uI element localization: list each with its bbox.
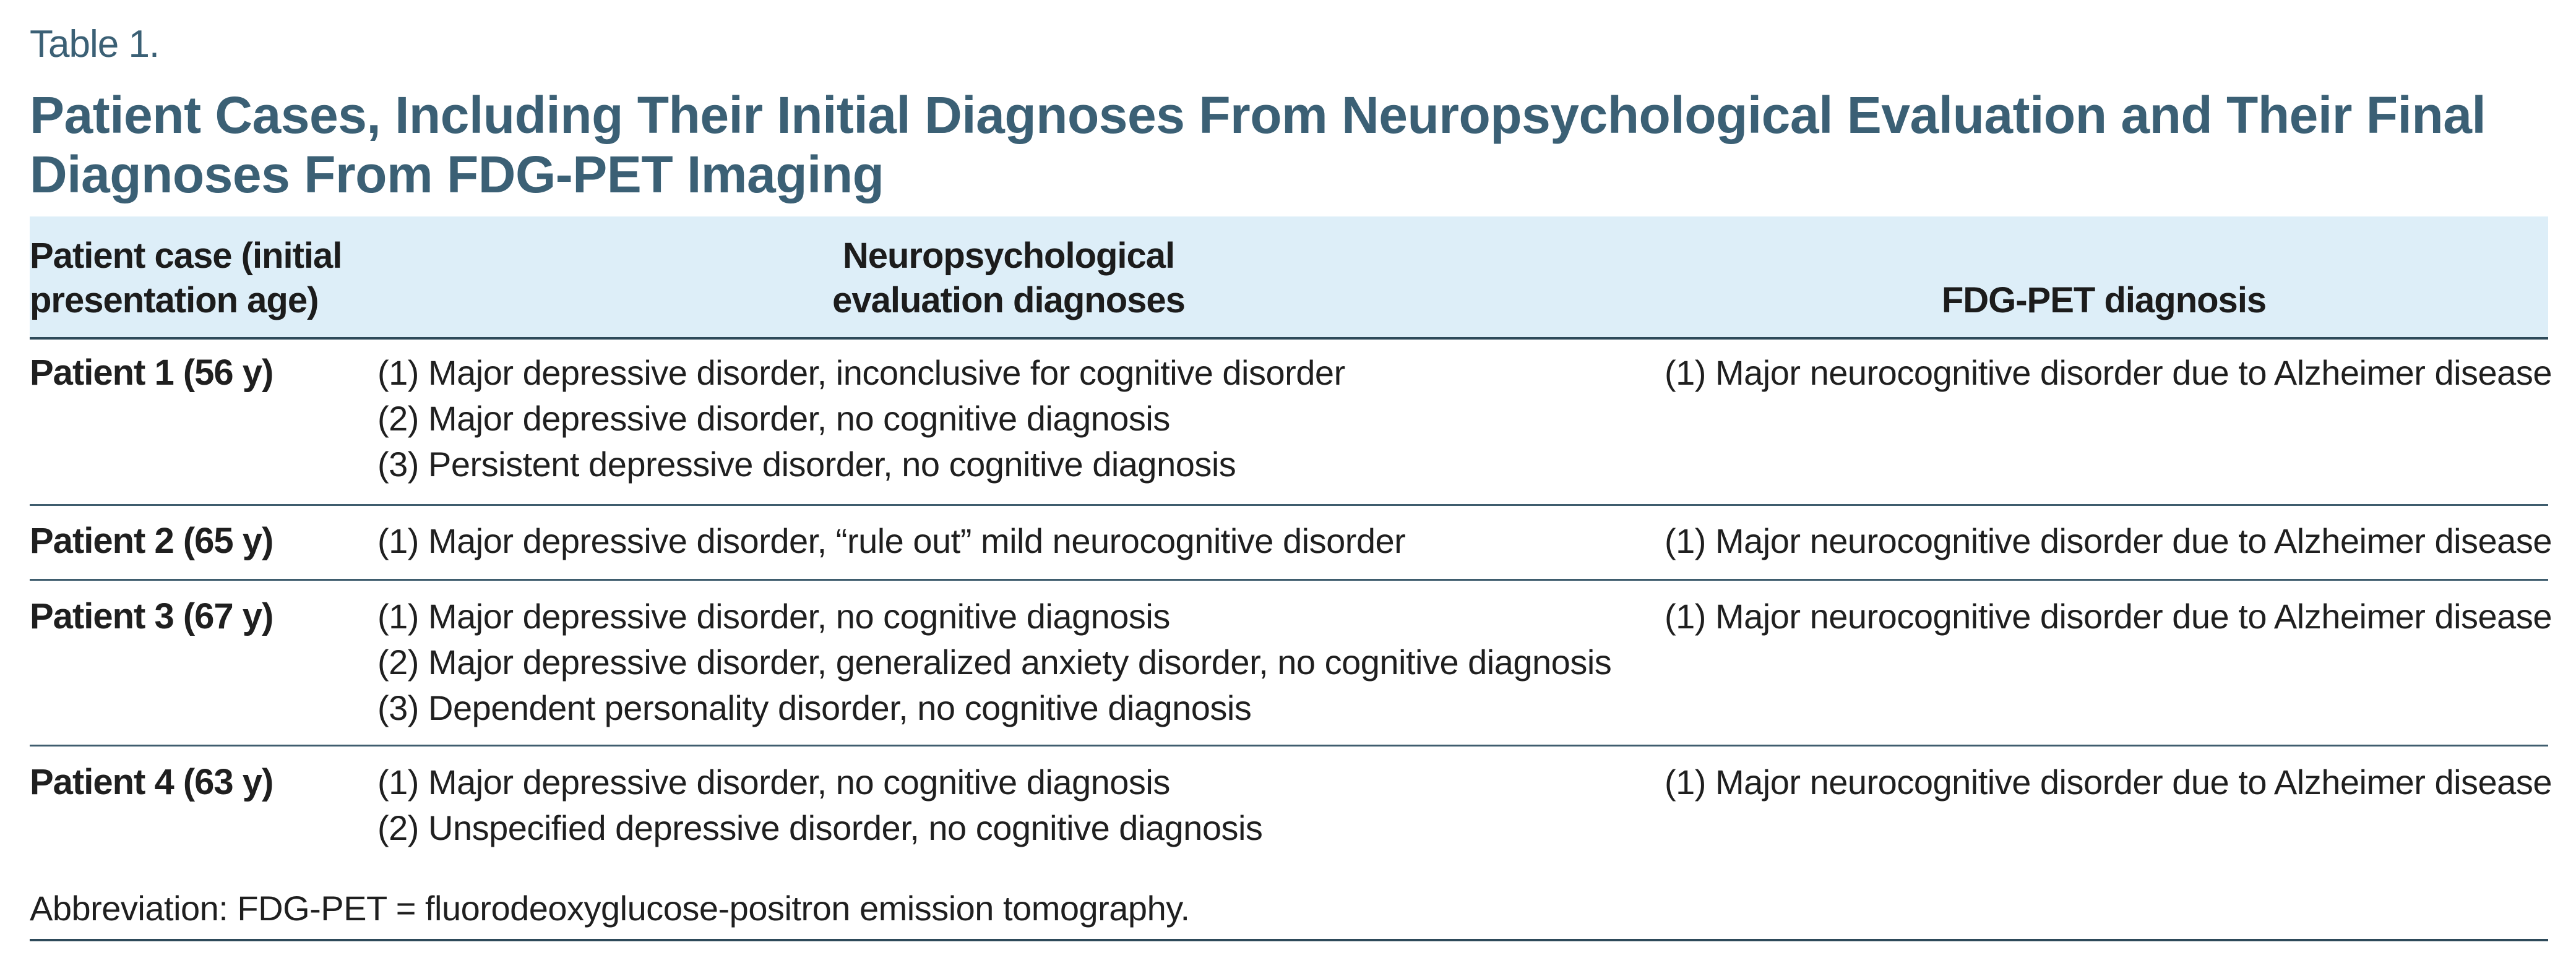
row-1-neuro-diagnoses <box>377 350 1345 487</box>
row-4-neuro-line-2: (2) Unspecified depressive disorder, no cognitive diagnosis <box>377 808 1263 847</box>
row-2-pet-diagnosis: (1) Major neurocognitive disorder due to Alzheimer disease <box>1665 521 2552 560</box>
header-neuro-line-2: evaluation diagnoses <box>832 280 1185 320</box>
row-4-neuro-line-1: (1) Major depressive disorder, no cognitive diagnosis <box>377 763 1170 802</box>
row-4-pet-diagnosis: (1) Major neurocognitive disorder due to Alzheimer disease <box>1665 763 2552 802</box>
header-patient-case-line-2: presentation age) <box>30 280 319 320</box>
row-3-neuro-diagnoses <box>377 594 1611 731</box>
row-1-pet-diagnosis: (1) Major neurocognitive disorder due to Alzheimer disease <box>1665 353 2552 392</box>
row-2-neuro-line-1: (1) Major depressive disorder, “rule out” mild neurocognitive disorder <box>377 521 1406 560</box>
header-patient-case <box>30 234 351 323</box>
row-1-divider <box>30 504 2548 506</box>
row-1-neuro-line-2: (2) Major depressive disorder, no cognitive diagnosis <box>377 399 1170 438</box>
footnote-abbreviation: Abbreviation: FDG-PET = fluorodeoxyglucose-positron emission tomography. <box>30 889 1190 928</box>
header-bottom-rule <box>30 337 2548 340</box>
table-bottom-rule <box>30 939 2548 941</box>
header-neuro-diagnoses <box>773 234 1244 323</box>
row-2-case: Patient 2 (65 y) <box>30 521 274 561</box>
row-3-neuro-line-3: (3) Dependent personality disorder, no cognitive diagnosis <box>377 688 1252 727</box>
header-neuro-line-1: Neuropsychological <box>842 236 1175 276</box>
row-3-neuro-line-1: (1) Major depressive disorder, no cognitive diagnosis <box>377 597 1170 636</box>
row-2-neuro-diagnoses <box>377 518 1405 564</box>
row-1-neuro-line-3: (3) Persistent depressive disorder, no cognitive diagnosis <box>377 445 1236 484</box>
row-4-neuro-diagnoses <box>377 759 1262 851</box>
table-label: Table 1. <box>30 23 160 66</box>
row-4-case: Patient 4 (63 y) <box>30 762 274 802</box>
header-patient-case-line-1: Patient case (initial <box>30 236 342 276</box>
row-3-neuro-line-2: (2) Major depressive disorder, generalized anxiety disorder, no cognitive diagnosis <box>377 643 1612 682</box>
row-1-case: Patient 1 (56 y) <box>30 353 274 393</box>
row-3-pet-diagnosis: (1) Major neurocognitive disorder due to Alzheimer disease <box>1665 597 2552 636</box>
row-1-neuro-line-1: (1) Major depressive disorder, inconclusive for cognitive disorder <box>377 353 1345 392</box>
row-2-divider <box>30 579 2548 581</box>
row-3-divider <box>30 745 2548 746</box>
header-fdg-pet-diagnosis: FDG-PET diagnosis <box>1941 280 2267 320</box>
table-title: Patient Cases, Including Their Initial Diagnoses From Neuropsychological Evaluation and Their Final Diagnoses From FDG-PET Imaging <box>30 86 2486 203</box>
row-3-case: Patient 3 (67 y) <box>30 596 274 636</box>
